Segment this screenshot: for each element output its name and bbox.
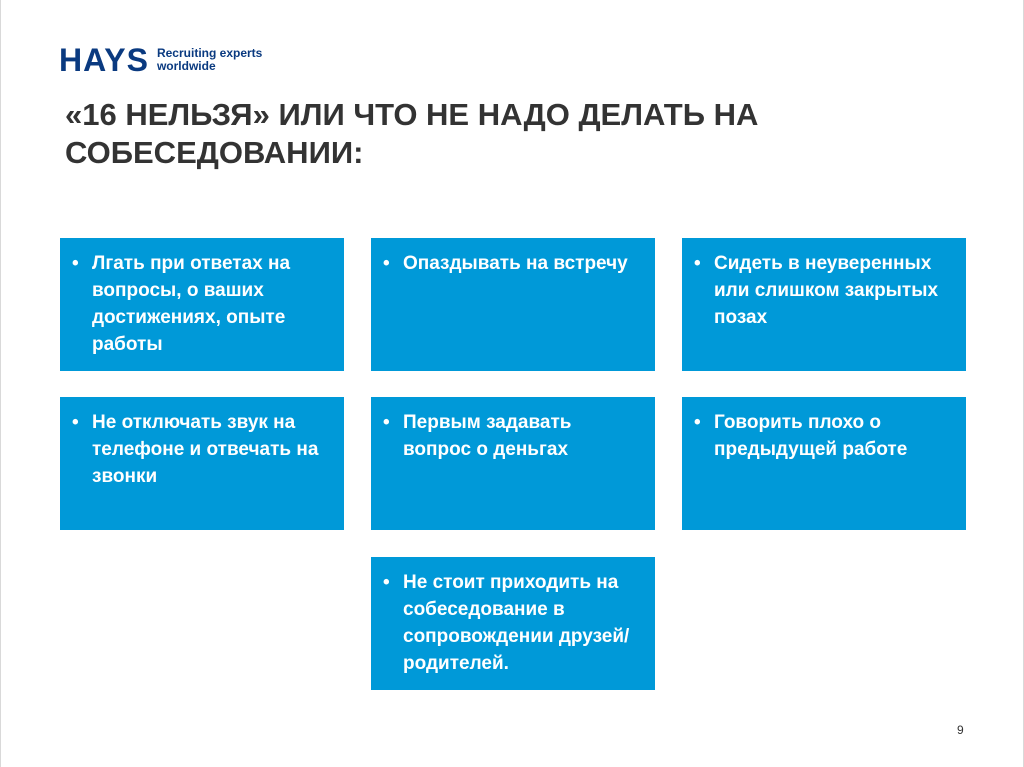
card-text: Сидеть в неуверенных или слишком закрытых позах bbox=[714, 253, 939, 328]
card-item bbox=[383, 250, 641, 277]
slide-title: «16 НЕЛЬЗЯ» ИЛИ ЧТО НЕ НАДО ДЕЛАТЬ НА СОБЕСЕДОВАНИИ: bbox=[65, 97, 759, 170]
card-item bbox=[383, 569, 641, 677]
logo-tagline-line-1: Recruiting experts bbox=[156, 46, 263, 60]
card-item bbox=[72, 250, 330, 358]
bullet-marker: • bbox=[72, 412, 79, 433]
bullet-marker: • bbox=[383, 572, 390, 593]
card-money-question bbox=[371, 397, 655, 530]
card-text: Лгать при ответах на вопросы, о ваших достижениях, опыте работы bbox=[92, 253, 291, 355]
card-text: Опаздывать на встречу bbox=[403, 253, 628, 274]
card-text: Говорить плохо о предыдущей работе bbox=[714, 412, 908, 460]
logo-tagline-line-2: worldwide bbox=[156, 59, 216, 73]
card-phone-sound bbox=[60, 397, 344, 530]
hays-logo bbox=[59, 44, 262, 76]
bullet-marker: • bbox=[694, 412, 701, 433]
card-item bbox=[694, 250, 952, 331]
card-text: Первым задавать вопрос о деньгах bbox=[403, 412, 572, 460]
bullet-marker: • bbox=[72, 253, 79, 274]
card-item bbox=[383, 409, 641, 463]
logo-wordmark: HAYS bbox=[59, 42, 149, 78]
page-number: 9 bbox=[957, 723, 964, 737]
card-text: Не стоит приходить на собеседование в сопровождении друзей/родителей. bbox=[403, 572, 630, 674]
card-accompanied bbox=[371, 557, 655, 690]
bullet-marker: • bbox=[694, 253, 701, 274]
bullet-marker: • bbox=[383, 412, 390, 433]
bullet-marker: • bbox=[383, 253, 390, 274]
card-item bbox=[72, 409, 330, 490]
card-being-late bbox=[371, 238, 655, 371]
card-closed-posture bbox=[682, 238, 966, 371]
card-previous-job bbox=[682, 397, 966, 530]
card-text: Не отключать звук на телефоне и отвечать на звонки bbox=[92, 412, 319, 487]
logo-tagline bbox=[157, 47, 262, 73]
card-lying bbox=[60, 238, 344, 371]
card-item bbox=[694, 409, 952, 463]
